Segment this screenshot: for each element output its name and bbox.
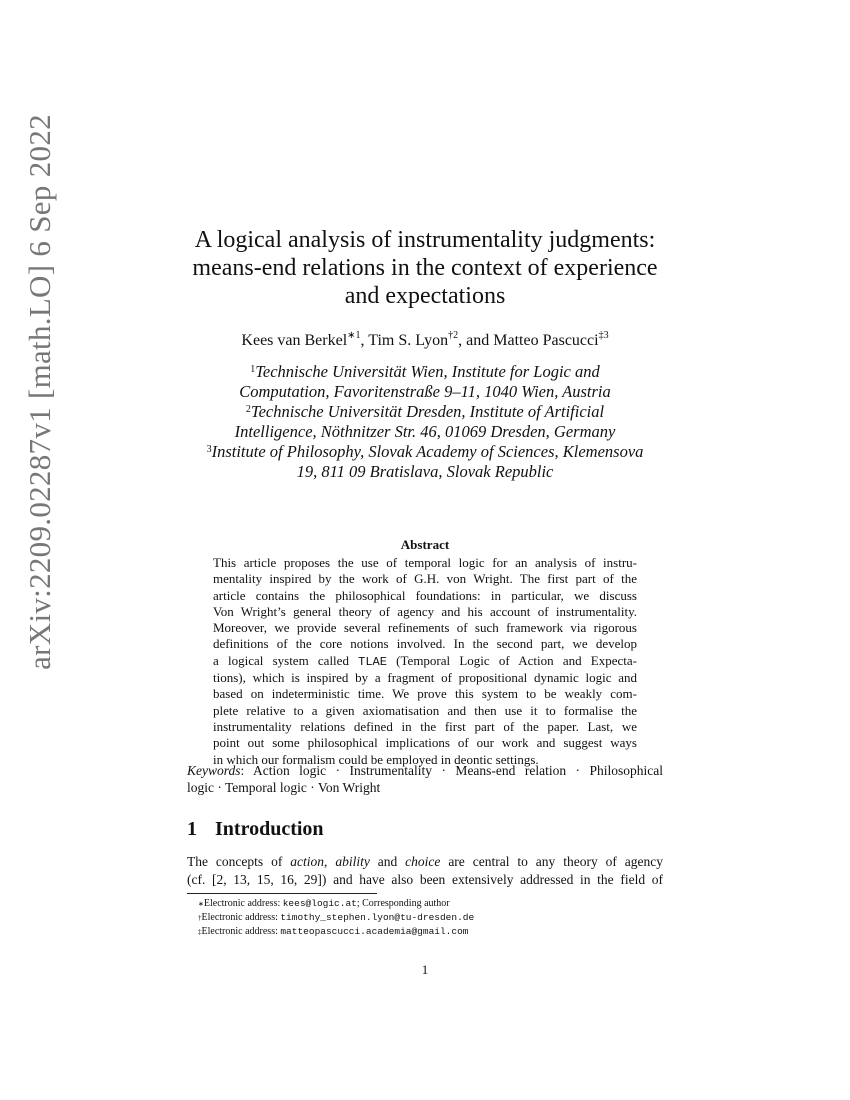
title-line: means-end relations in the context of experience	[192, 255, 658, 281]
email-link[interactable]: kees@logic.at	[282, 898, 357, 909]
separator: ,	[360, 332, 369, 349]
abstract-line: mentality inspired by the work of G.H. von Wright. The first part of the	[213, 571, 637, 587]
footnote: ∗Electronic address: kees@logic.at; Corresponding author	[198, 898, 450, 909]
author-list	[0, 332, 850, 350]
intro-paragraph	[187, 853, 663, 889]
affiliation-line: 19, 811 09 Bratislava, Slovak Republic	[296, 462, 554, 481]
footnotes	[198, 897, 474, 939]
affiliation-number: 1	[250, 364, 256, 375]
affiliation-line	[0, 442, 850, 462]
system-name: TLAE	[358, 654, 387, 669]
intro-line: (cf. [2, 13, 15, 16, 29]) and have also been extensively addressed in the field of	[187, 872, 663, 887]
abstract-line: This article proposes the use of temporal logic for an analysis of instru-	[213, 555, 637, 570]
abstract-line: point out some philosophical implications of our work and suggest ways	[213, 735, 637, 751]
abstract-line: tions), which is inspired by a fragment of propositional dynamic logic and	[213, 670, 637, 686]
paper-title	[0, 226, 850, 310]
keywords-line: logic · Temporal logic · Von Wright	[187, 780, 381, 795]
abstract-line: plete relative to a given axiomatisation and then use it to formalise the	[213, 702, 637, 718]
author-name: Kees van Berkel	[241, 332, 348, 349]
arxiv-identifier: arXiv:2209.02287v1 [math.LO] 6 Sep 2022	[22, 114, 57, 670]
abstract-line: article contains the philosophical foundations: in particular, we discuss	[213, 587, 637, 603]
section-title: Introduction	[215, 818, 324, 840]
affiliation-line	[0, 362, 850, 382]
abstract-body	[213, 555, 637, 768]
abstract-line: a logical system called TLAE (Temporal Logic of Action and Expecta-	[213, 652, 637, 669]
footnote-rule	[187, 893, 377, 894]
affiliation-line: Computation, Favoritenstraße 9–11, 1040 Wien, Austria	[239, 382, 611, 401]
abstract-line: Moreover, we provide several refinements of such framework via rigorous	[213, 620, 637, 636]
email-link[interactable]: timothy_stephen.lyon@tu-dresden.de	[280, 912, 475, 923]
abstract-line: based on indeterministic time. We prove this system to be weakly com-	[213, 686, 637, 702]
affiliation-line	[0, 402, 850, 422]
keywords	[187, 762, 663, 796]
email-link[interactable]: matteopascucci.academia@gmail.com	[280, 926, 469, 937]
title-line: and expectations	[344, 283, 506, 309]
footnote: ‡Electronic address: matteopascucci.academia@gmail.com	[198, 926, 469, 937]
abstract-line: in which our formalism could be employed in deontic settings.	[213, 751, 539, 767]
affiliation-number: 2	[245, 404, 251, 415]
affiliation-number: 3	[206, 444, 212, 455]
author-name: Matteo Pascucci	[493, 332, 599, 349]
author-mark: †2	[448, 330, 459, 341]
intro-line: The concepts of action, ability and choice are central to any theory of agency	[187, 854, 664, 869]
title-line: A logical analysis of instrumentality judgments:	[194, 227, 656, 253]
affiliation-line: Intelligence, Nöthnitzer Str. 46, 01069 Dresden, Germany	[234, 422, 616, 441]
affiliation-text: Institute of Philosophy, Slovak Academy of Sciences, Klemensova	[211, 442, 644, 461]
page-number: 1	[421, 962, 429, 977]
footnote: †Electronic address: timothy_stephen.lyon@tu-dresden.de	[198, 912, 475, 923]
affiliation-text: Technische Universität Dresden, Institute of Artificial	[250, 402, 605, 421]
author-mark: ∗1	[347, 330, 361, 341]
separator: , and	[458, 332, 494, 349]
affiliations	[0, 362, 850, 482]
section-number: 1	[187, 818, 197, 840]
keywords-label: Keywords	[187, 763, 241, 778]
keywords-text: Action logic · Instrumentality · Means-end relation · Philosophical	[252, 763, 663, 778]
author-mark: ‡3	[598, 330, 609, 341]
author-name: Tim S. Lyon	[368, 332, 449, 349]
abstract-line: instrumentality relations defined in the first part of the paper. Last, we	[213, 718, 637, 734]
affiliation-text: Technische Universität Wien, Institute for Logic and	[255, 362, 600, 381]
abstract-line: Von Wright’s general theory of agency and his account of instrumentality.	[213, 603, 637, 619]
abstract-heading: Abstract	[400, 537, 450, 552]
keywords-line: Keywords: Action logic · Instrumentality · Means-end relation · Philosophical	[187, 763, 663, 778]
abstract-line: definitions of the core notions involved. In the second part, we develop	[213, 636, 637, 652]
section-heading	[187, 818, 324, 841]
